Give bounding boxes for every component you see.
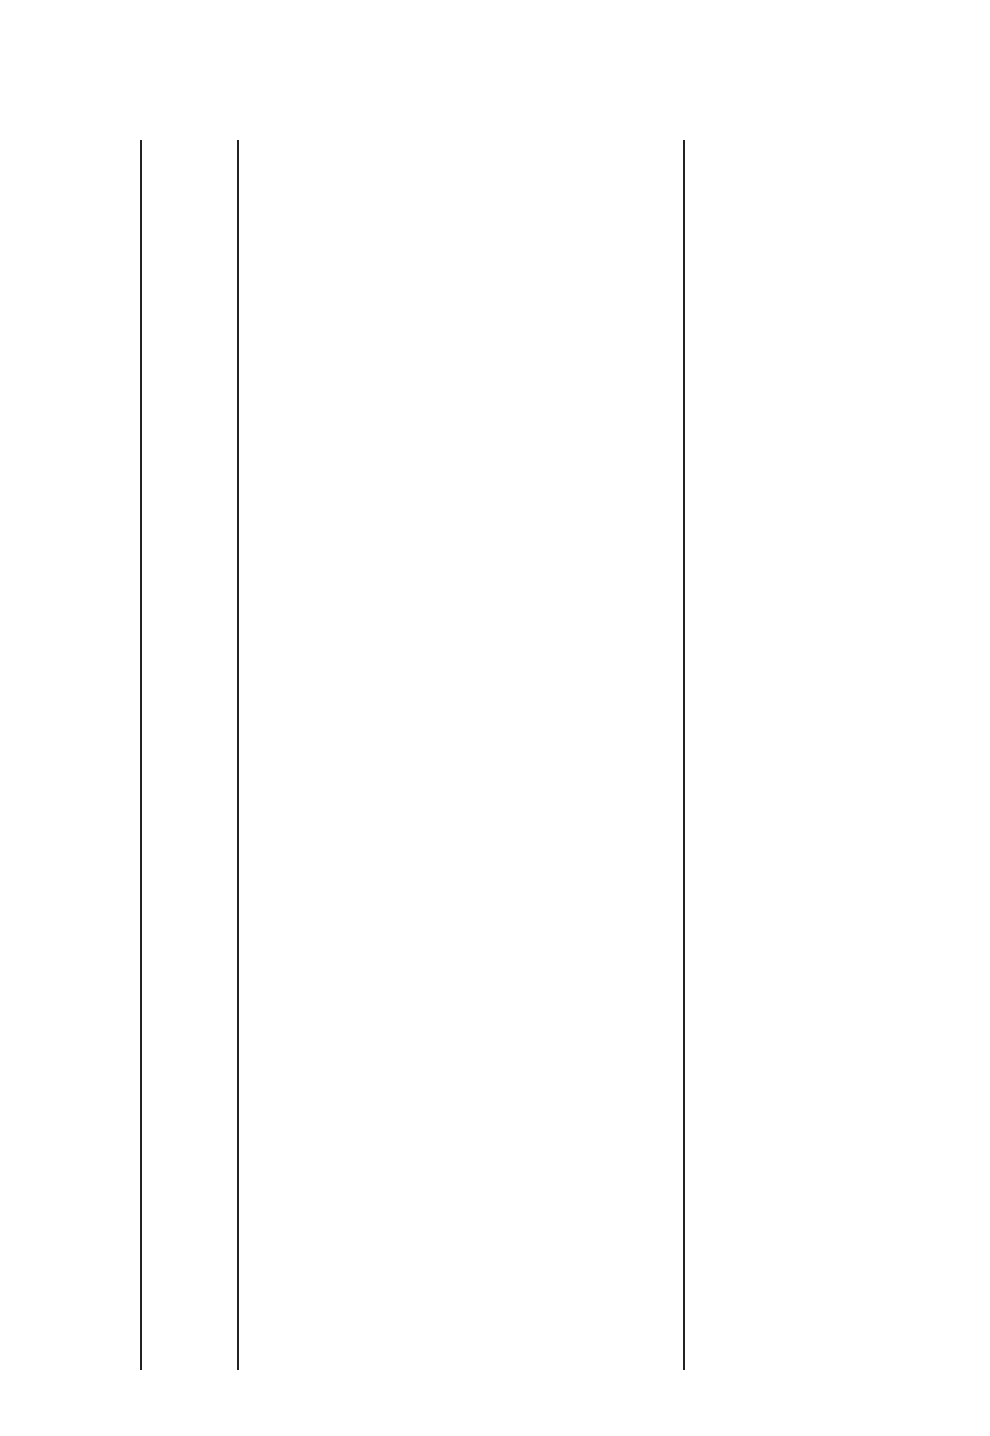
- rotated-table-page: [45, 120, 945, 1370]
- header-bottom-rule: [237, 140, 239, 1370]
- table-bottom-rule: [683, 140, 685, 1370]
- table-top-rule: [140, 140, 142, 1370]
